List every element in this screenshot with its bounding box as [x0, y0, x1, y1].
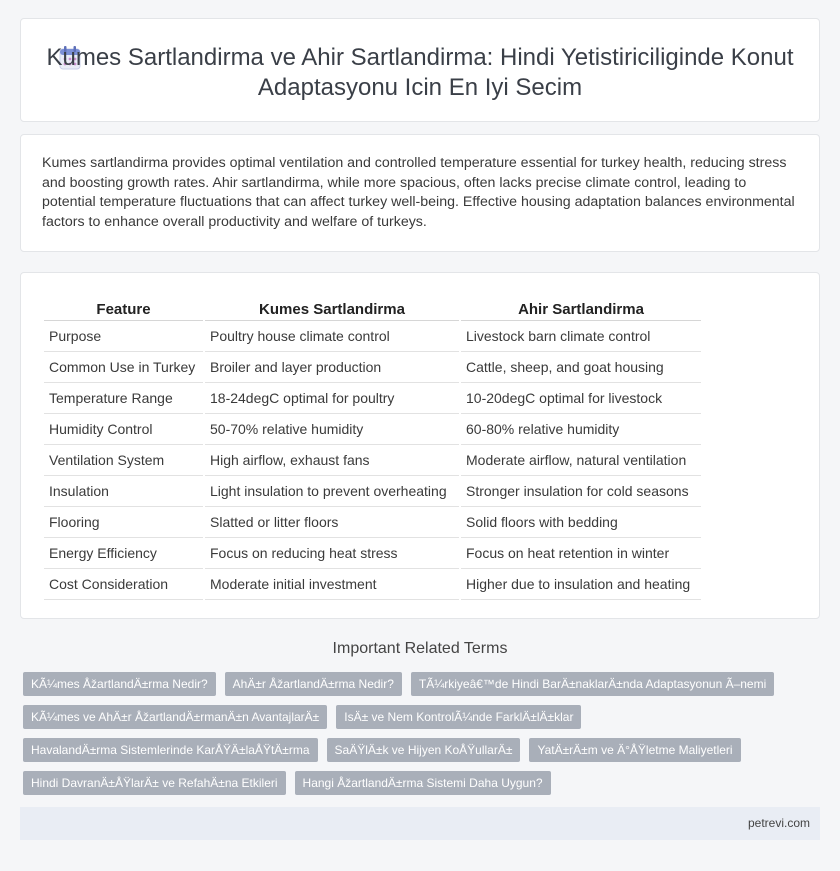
related-term-tag[interactable]: YatÄ±rÄ±m ve Ä°ÅŸletme Maliyetleri [529, 738, 740, 762]
table-cell: Stronger insulation for cold seasons [461, 476, 701, 507]
table-cell: Focus on heat retention in winter [461, 538, 701, 569]
table-cell: 10-20degC optimal for livestock [461, 383, 701, 414]
table-row [44, 383, 701, 414]
related-term-tag[interactable]: Hindi DavranÄ±ÅŸlarÄ± ve RefahÄ±na Etkileri [23, 771, 286, 795]
table-cell: Slatted or litter floors [205, 507, 459, 538]
table-cell: Higher due to insulation and heating [461, 569, 701, 600]
table-row [44, 352, 701, 383]
related-term-tag[interactable]: TÃ¼rkiyeâ€™de Hindi BarÄ±naklarÄ±nda Adaptasyonun Ã–nemi [411, 672, 774, 696]
comparison-table [42, 295, 703, 600]
table-row [44, 507, 701, 538]
related-terms-heading: Important Related Terms [332, 640, 508, 657]
table-cell: Cost Consideration [44, 569, 203, 600]
table-header-row [44, 295, 701, 321]
table-row [44, 476, 701, 507]
title-card [20, 18, 820, 122]
table-cell: Common Use in Turkey [44, 352, 203, 383]
table-row [44, 569, 701, 600]
table-cell: Flooring [44, 507, 203, 538]
intro-paragraph: Kumes sartlandirma provides optimal ventilation and controlled temperature essential for turkey health, reducing stress and boosting growth rates. Ahir sartlandirma, while more spacious, often lacks precise climate control, leading to potential temperature fluctuations that can affect turkey well-being. Effective housing adaptation balances environmental factors to enhance overall productivity and welfare of turkeys. [42, 155, 795, 230]
intro-card [20, 134, 820, 252]
related-term-tag[interactable]: SaÄŸlÄ±k ve Hijyen KoÅŸullarÄ± [327, 738, 521, 762]
table-cell: 18-24degC optimal for poultry [205, 383, 459, 414]
footer [20, 807, 820, 840]
table-row [44, 414, 701, 445]
related-term-tag[interactable]: AhÄ±r ÅžartlandÄ±rma Nedir? [225, 672, 402, 696]
tag-row [23, 705, 803, 729]
table-cell: Poultry house climate control [205, 321, 459, 352]
header-kumes: Kumes Sartlandirma [205, 295, 459, 321]
comparison-card [20, 272, 820, 619]
tag-row [23, 771, 803, 795]
table-cell: Moderate airflow, natural ventilation [461, 445, 701, 476]
table-cell: Broiler and layer production [205, 352, 459, 383]
table-cell: Insulation [44, 476, 203, 507]
table-cell: Focus on reducing heat stress [205, 538, 459, 569]
table-cell: Solid floors with bedding [461, 507, 701, 538]
footer-site-link[interactable]: petrevi.com [747, 816, 810, 830]
table-cell: Energy Efficiency [44, 538, 203, 569]
related-term-tag[interactable]: KÃ¼mes ÅžartlandÄ±rma Nedir? [23, 672, 216, 696]
table-row [44, 321, 701, 352]
table-cell: High airflow, exhaust fans [205, 445, 459, 476]
header-feature: Feature [44, 295, 203, 321]
table-row [44, 538, 701, 569]
table-cell: Cattle, sheep, and goat housing [461, 352, 701, 383]
table-cell: 50-70% relative humidity [205, 414, 459, 445]
related-term-tag[interactable]: KÃ¼mes ve AhÄ±r ÅžartlandÄ±rmanÄ±n AvantajlarÄ± [23, 705, 327, 729]
related-term-tag[interactable]: Hangi ÅžartlandÄ±rma Sistemi Daha Uygun? [295, 771, 551, 795]
related-term-tag[interactable]: IsÄ± ve Nem KontrolÃ¼nde FarklÄ±lÄ±klar [336, 705, 581, 729]
table-cell: Light insulation to prevent overheating [205, 476, 459, 507]
table-cell: Purpose [44, 321, 203, 352]
related-term-tag[interactable]: HavalandÄ±rma Sistemlerinde KarÅŸÄ±laÅŸtÄ±rma [23, 738, 318, 762]
page-title: Kumes Sartlandirma ve Ahir Sartlandirma: Hindi Yetistiriciliginde Konut Adaptasyonu Icin En Iyi Secim [46, 44, 794, 101]
table-row [44, 445, 701, 476]
tag-row [23, 672, 803, 696]
header-ahir: Ahir Sartlandirma [461, 295, 701, 321]
table-cell: Ventilation System [44, 445, 203, 476]
table-cell: Humidity Control [44, 414, 203, 445]
table-cell: Livestock barn climate control [461, 321, 701, 352]
table-cell: 60-80% relative humidity [461, 414, 701, 445]
table-cell: Moderate initial investment [205, 569, 459, 600]
table-cell: Temperature Range [44, 383, 203, 414]
tag-row [23, 738, 803, 762]
related-terms-list [23, 672, 803, 804]
